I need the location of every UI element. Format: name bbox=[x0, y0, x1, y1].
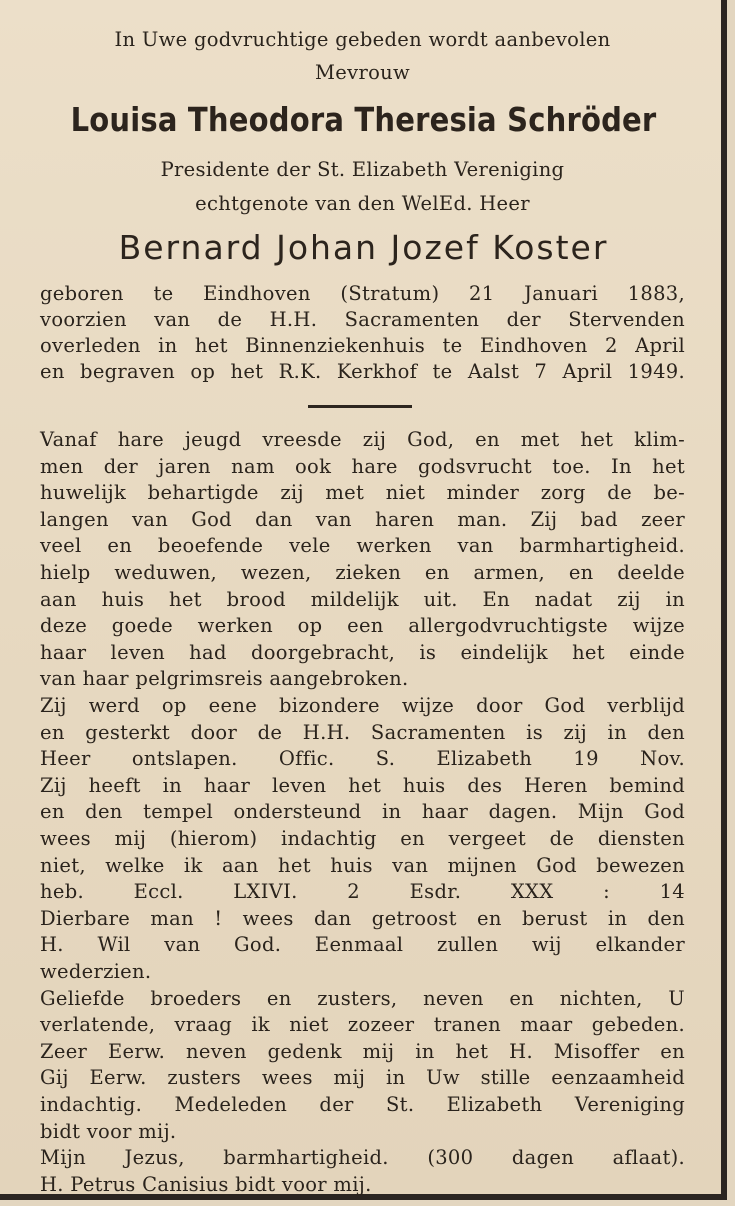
body-line: Zeer Eerw. neven gedenk mij in het H. Misoffer en bbox=[40, 1039, 685, 1063]
body-line: men der jaren nam ook hare godsvrucht toe. In het bbox=[40, 454, 685, 478]
body-line: hielp weduwen, wezen, zieken en armen, en deelde bbox=[40, 561, 685, 584]
body-line: H. Wil van God. Eenmaal zullen wij elkander bbox=[40, 933, 685, 957]
body-line: wees mij (hierom) indachtig en vergeet de diensten bbox=[40, 827, 685, 850]
body-line: Mijn Jezus, barmhartigheid. (300 dagen aflaat). bbox=[40, 1146, 685, 1170]
body-line: H. Petrus Canisius bidt voor mij. bbox=[40, 1172, 372, 1196]
body-line: haar leven had doorgebracht, is eindelijk het einde bbox=[40, 640, 685, 664]
body-line: indachtig. Medeleden der St. Elizabeth Vereniging bbox=[40, 1093, 685, 1116]
body-line: langen van God dan van haren man. Zij bad zeer bbox=[40, 507, 685, 531]
fact-line: voorzien van de H.H. Sacramenten der Stervenden bbox=[40, 308, 685, 331]
role-line: Presidente der St. Elizabeth Vereniging bbox=[160, 158, 565, 181]
body-line: aan huis het brood mildelijk uit. En nadat zij in bbox=[40, 587, 685, 611]
salutation: Mevrouw bbox=[315, 61, 410, 84]
fact-line: geboren te Eindhoven (Stratum) 21 Januari 1883, bbox=[40, 282, 685, 305]
body-line: Vanaf hare jeugd vreesde zij God, en met het klim- bbox=[40, 428, 685, 451]
body-line: Heer ontslapen. Offic. S. Elizabeth 19 Nov. bbox=[40, 747, 685, 771]
body-line: heb. Eccl. LXIVI. 2 Esdr. XXX : 14 bbox=[40, 880, 685, 904]
body-line: Zij heeft in haar leven het huis des Heren bemind bbox=[40, 773, 685, 797]
body-line: en gesterkt door de H.H. Sacramenten is zij in den bbox=[40, 720, 685, 744]
body-line: Geliefde broeders en zusters, neven en nichten, U bbox=[40, 986, 685, 1010]
body-line: niet, welke ik aan het huis van mijnen God bewezen bbox=[40, 853, 685, 877]
body-line: Gij Eerw. zusters wees mij in Uw stille eenzaamheid bbox=[40, 1066, 685, 1090]
intro-line: In Uwe godvruchtige gebeden wordt aanbevolen bbox=[114, 28, 611, 51]
fact-line: overleden in het Binnenziekenhuis te Eindhoven 2 April bbox=[40, 334, 685, 357]
spouse-name: Bernard Johan Jozef Koster bbox=[118, 228, 609, 267]
body-line: huwelijk behartigde zij met niet minder zorg de be- bbox=[40, 481, 685, 505]
body-line: Zij werd op eene bizondere wijze door God verblijd bbox=[40, 694, 685, 717]
body-line: deze goede werken op een allergodvruchtigste wijze bbox=[40, 614, 685, 638]
body-line: en den tempel ondersteund in haar dagen. Mijn God bbox=[40, 800, 685, 824]
fact-line: en begraven op het R.K. Kerkhof te Aalst 7 April 1949. bbox=[40, 360, 685, 383]
deceased-name: Louisa Theodora Theresia Schröder bbox=[70, 100, 657, 139]
spouse-intro: echtgenote van den WelEd. Heer bbox=[195, 192, 530, 215]
divider bbox=[308, 405, 412, 408]
body-line: Dierbare man ! wees dan getroost en berust in den bbox=[40, 906, 685, 930]
body-line: wederzien. bbox=[40, 960, 152, 983]
body-line: verlatende, vraag ik niet zozeer tranen maar gebeden. bbox=[40, 1013, 685, 1037]
body-line: van haar pelgrimsreis aangebroken. bbox=[40, 667, 409, 691]
body-line: bidt voor mij. bbox=[40, 1119, 177, 1143]
body-line: veel en beoefende vele werken van barmhartigheid. bbox=[40, 534, 685, 558]
